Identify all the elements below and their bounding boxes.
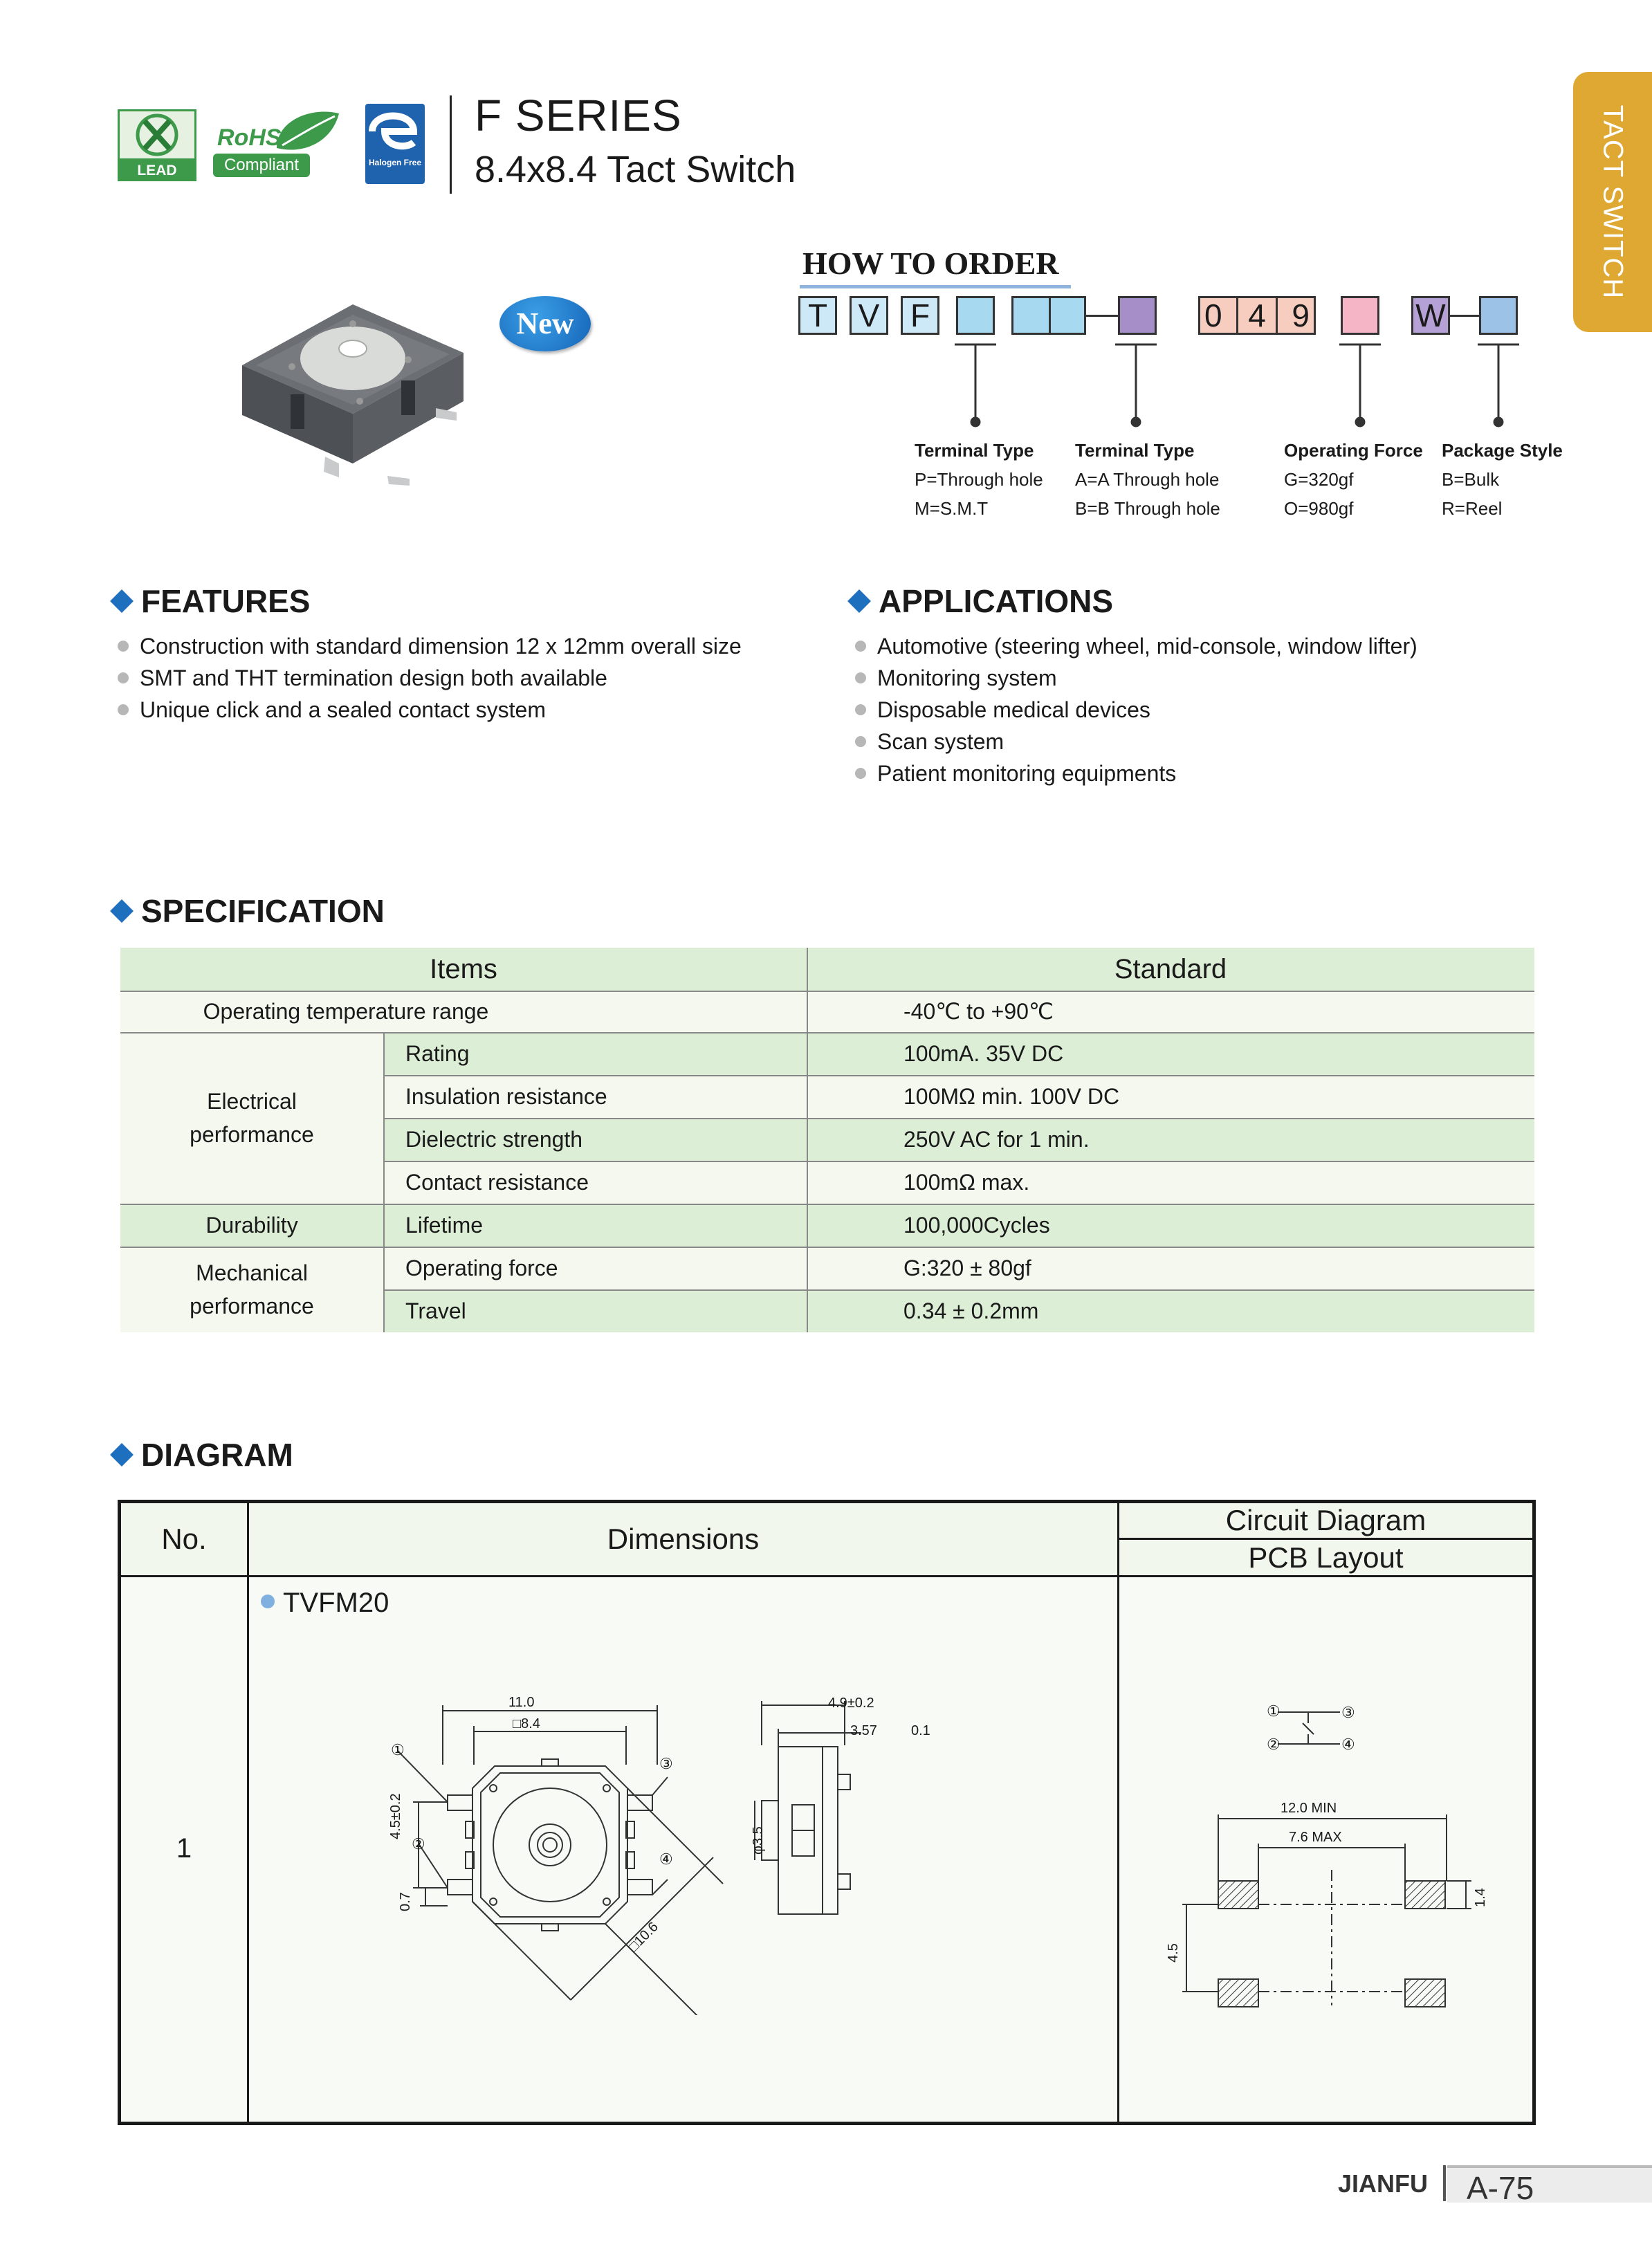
pin-label: ② <box>1267 1736 1281 1753</box>
bullet-dot-icon <box>118 704 129 715</box>
spec-value: 250V AC for 1 min. <box>903 1126 1090 1152</box>
header-divider <box>450 95 452 194</box>
dim-label: 12.0 MIN <box>1281 1801 1337 1816</box>
legend-heading-1: Terminal Type <box>915 440 1034 461</box>
legend-option: B=Bulk <box>1442 469 1500 490</box>
side-tab <box>1573 72 1652 332</box>
feature-item: SMT and THT termination design both available <box>118 665 607 691</box>
diagram-col-dimensions: Dimensions <box>607 1523 760 1555</box>
side-view-drawing <box>751 1697 910 1925</box>
pin-label: ① <box>1267 1702 1281 1720</box>
spec-value: 100mA. 35V DC <box>903 1040 1064 1066</box>
dim-label: 0.7 <box>398 1892 413 1911</box>
spec-group-label: Electrical performance <box>190 1089 314 1147</box>
bullet-dot-icon <box>118 641 129 652</box>
specification-table <box>120 948 1534 1332</box>
bullet-dot-icon <box>855 704 866 715</box>
application-item: Patient monitoring equipments <box>855 761 1176 787</box>
dim-label: φ3.5 <box>751 1826 766 1855</box>
spec-value: -40℃ to +90℃ <box>903 999 1054 1024</box>
rohs-logo: RoHS Compliant <box>208 107 346 178</box>
footer-brand: JIANFU <box>1338 2169 1429 2198</box>
product-subtitle: 8.4x8.4 Tact Switch <box>475 149 796 190</box>
spec-label: Travel <box>405 1298 466 1323</box>
pin-label: ④ <box>1341 1736 1355 1753</box>
dim-label: 7.6 MAX <box>1289 1830 1342 1845</box>
spec-label: Operating force <box>405 1255 558 1280</box>
diagram-col-pcb: PCB Layout <box>1248 1541 1404 1574</box>
diamond-bullet-icon <box>110 589 134 613</box>
model-label: TVFM20 <box>261 1588 389 1619</box>
dim-label: 4.9±0.2 <box>828 1696 874 1711</box>
spec-label: Rating <box>405 1040 470 1066</box>
series-title: F SERIES <box>475 91 682 140</box>
spec-group-label: Mechanical performance <box>190 1260 314 1318</box>
spec-value: 100MΩ min. 100V DC <box>903 1083 1120 1109</box>
order-leader-lines <box>941 339 1536 429</box>
spec-label: Contact resistance <box>405 1169 589 1195</box>
how-to-order-underline <box>800 285 1071 288</box>
diagram-table <box>118 1500 1536 2125</box>
model-bullet-icon <box>261 1595 275 1608</box>
features-heading: FEATURES <box>113 582 311 620</box>
dim-label: 11.0 <box>508 1695 535 1710</box>
feature-item: Construction with standard dimension 12 x 12mm overall size <box>118 634 742 659</box>
code-box-double-divider <box>1049 296 1051 335</box>
spec-label: Insulation resistance <box>405 1083 607 1109</box>
pin-label: ② <box>412 1835 425 1853</box>
legend-heading-2: Terminal Type <box>1075 440 1195 461</box>
spec-label: Dielectric strength <box>405 1126 583 1152</box>
code-box-package-style <box>1479 296 1518 335</box>
diagram-row-no: 1 <box>176 1832 192 1864</box>
application-item: Monitoring system <box>855 665 1057 691</box>
code-box-force-code: 0 4 9 <box>1198 296 1316 335</box>
legend-option: P=Through hole <box>915 469 1043 490</box>
applications-heading: APPLICATIONS <box>851 582 1113 620</box>
legend-option: A=A Through hole <box>1075 469 1220 490</box>
bullet-dot-icon <box>855 768 866 779</box>
dim-label: 4.5±0.2 <box>388 1793 403 1839</box>
new-badge: New <box>499 296 591 351</box>
dim-label: 0.1 <box>911 1723 930 1738</box>
dim-label: 4.5 <box>1166 1943 1181 1963</box>
pin-label: ① <box>391 1741 405 1758</box>
bullet-dot-icon <box>118 672 129 683</box>
dim-label: □10.6 <box>625 1919 661 1955</box>
diamond-bullet-icon <box>110 899 134 923</box>
bullet-dot-icon <box>855 641 866 652</box>
pin-label: ③ <box>1341 1704 1355 1721</box>
pin-label: ③ <box>659 1755 673 1772</box>
footer-page-box <box>1447 2165 1652 2206</box>
page-number: A-75 <box>1467 2170 1534 2206</box>
application-item: Automotive (steering wheel, mid-console, window lifter) <box>855 634 1417 659</box>
legend-option: R=Reel <box>1442 498 1503 519</box>
how-to-order-title: HOW TO ORDER <box>802 246 1059 281</box>
code-connector-2 <box>1450 315 1479 317</box>
spec-value: 100,000Cycles <box>903 1212 1050 1238</box>
dim-label: 3.57 <box>850 1723 877 1738</box>
legend-option: M=S.M.T <box>915 498 989 519</box>
footer-divider <box>1443 2165 1446 2201</box>
spec-label: Operating temperature range <box>203 998 489 1024</box>
application-item: Disposable medical devices <box>855 697 1150 723</box>
code-box-w: W <box>1411 296 1450 335</box>
pin-label: ④ <box>659 1850 673 1868</box>
side-tab-label: TACT SWITCH <box>1597 104 1628 300</box>
diagram-col-circuit: Circuit Diagram <box>1225 1504 1426 1536</box>
specification-heading: SPECIFICATION <box>113 892 385 930</box>
spec-group-label: Durability <box>205 1212 298 1238</box>
spec-label: Lifetime <box>405 1212 484 1238</box>
code-box-terminal-type-2 <box>1118 296 1157 335</box>
spec-header-items: Items <box>430 953 497 984</box>
code-box-operating-force <box>1341 296 1379 335</box>
spec-value: 100mΩ max. <box>903 1169 1030 1195</box>
product-photo <box>228 291 477 498</box>
diagram-col-no: No. <box>161 1523 207 1555</box>
spec-value: G:320 ± 80gf <box>903 1255 1031 1280</box>
code-box-terminal-type <box>956 296 995 335</box>
dim-label: □8.4 <box>513 1716 540 1731</box>
code-box-t: T <box>798 296 837 335</box>
code-box-v: V <box>850 296 888 335</box>
application-item: Scan system <box>855 729 1004 755</box>
diamond-bullet-icon <box>847 589 871 613</box>
bullet-dot-icon <box>855 672 866 683</box>
lead-free-logo: LEAD FREE <box>118 109 196 181</box>
code-connector <box>1086 315 1118 317</box>
bullet-dot-icon <box>855 736 866 747</box>
spec-value: 0.34 ± 0.2mm <box>903 1298 1039 1323</box>
legend-heading-3: Operating Force <box>1284 440 1423 461</box>
legend-option: B=B Through hole <box>1075 498 1220 519</box>
code-box-f: F <box>901 296 939 335</box>
legend-heading-4: Package Style <box>1442 440 1563 461</box>
diamond-bullet-icon <box>110 1443 134 1467</box>
halogen-free-logo: Halogen Free <box>365 104 425 184</box>
feature-item: Unique click and a sealed contact system <box>118 697 546 723</box>
dim-label: 1.4 <box>1473 1888 1488 1907</box>
spec-header-standard: Standard <box>1114 953 1227 984</box>
legend-option: O=980gf <box>1284 498 1354 519</box>
diagram-heading: DIAGRAM <box>113 1436 293 1473</box>
legend-option: G=320gf <box>1284 469 1354 490</box>
